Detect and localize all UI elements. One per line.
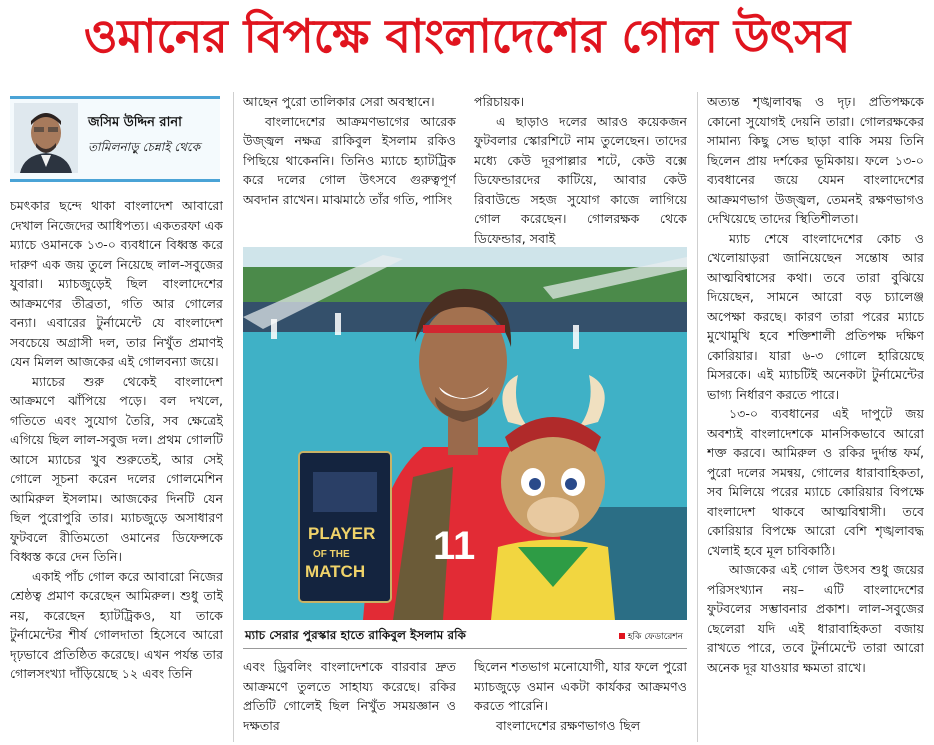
column-rule xyxy=(233,92,234,742)
column-3-paragraph: এ ছাড়াও দলের আরও কয়েকজন ফুটবলার স্কোরশিটে নাম তুলেছেন। তাদের মধ্যে কেউ দূরপাল্লার শটে, কেউ বক্সে ডিফেন্ডারদের কাটিয়ে, আবার কেউ রিবাউন্ডে সহজ সুযোগ কাজে লাগিয়ে গোল করেছেন। গোলরক্ষক থেকে ডিফেন্ডার, সবাই xyxy=(474,113,687,246)
column-4 xyxy=(707,92,924,745)
column-2-paragraph: এবং ড্রিবলিং বাংলাদেশকে বারবার দ্রুত আক্রমণে তুলতে সাহায্য করেছে। রকির প্রতিটি গোলেই ছিল নিখুঁত সময়জ্ঞান ও দক্ষতার xyxy=(243,659,456,733)
column-3-bottom xyxy=(474,657,687,745)
caption-text: ম্যাচ সেরার পুরস্কার হাতে রাকিবুল ইসলাম রকি xyxy=(245,628,466,642)
plaque-text: PLAYER xyxy=(308,524,376,543)
byline-box xyxy=(10,96,220,182)
column-4-paragraph: ম্যাচ শেষে বাংলাদেশের কোচ ও খেলোয়াড়রা জানিয়েছেন সন্তোষ আর আত্মবিশ্বাসের কথা। তবে তারা বুঝিয়ে দিয়েছেন, সামনে আরো বড় চ্যালেঞ্জ অপেক্ষা করছে। কারণ তারা পরের ম্যাচে মুখোমুখি হবে শক্তিশালী প্রতিপক্ষ দক্ষিণ কোরিয়ার। যারা ৬-৩ গোলে হারিয়েছে মিসরকে। এই ম্যাচটিই অনেকটা টুর্নামেন্টের ভাগ্য নির্ধারণ করতে পারে। xyxy=(707,230,924,402)
column-3-paragraph: বাংলাদেশের রক্ষণভাগও ছিল xyxy=(496,717,641,733)
column-2-bottom xyxy=(243,657,456,745)
plaque-text: OF THE xyxy=(313,549,350,560)
jersey-number: 11 xyxy=(433,524,476,568)
plaque-text: MATCH xyxy=(305,562,366,581)
author-avatar xyxy=(14,103,78,173)
column-4-paragraph: ১৩-০ ব্যবধানের এই দাপুটে জয় অবশ্যই বাংলাদেশকে মানসিকভাবে আরো শক্ত করবে। আমিরুল ও রকির দুর্দান্ত ফর্ম, পুরো দলের সমন্বয়, গোলের ধারাবাহিকতা, সব মিলিয়ে পরের ম্যাচে কোরিয়ার বিপক্ষে বাংলাদেশ থাকবে আত্মবিশ্বাসী। তবে কোরিয়ার বিপক্ষে আরো বেশি শৃঙ্খলাবদ্ধ খেলাই হবে মূল চাবিকাঠি। xyxy=(707,406,924,558)
credit-text: হকি ফেডারেশন xyxy=(627,632,683,642)
column-1 xyxy=(10,196,223,745)
column-3-top xyxy=(474,92,687,248)
column-2-paragraph: বাংলাদেশের আক্রমণভাগের আরেক উজ্জ্বল নক্ষত্র রাকিবুল ইসলাম রকিও পিছিয়ে থাকেননি। তিনিও ম্যাচে হ্যাটট্রিক করে দলের গোল উৎসবে গুরুত্বপূর্ণ অবদান রাখেন। মাঝমাঠে তাঁর গতি, পাসিং xyxy=(243,113,456,207)
credit-square-icon xyxy=(619,633,625,639)
column-3-paragraph: ছিলেন শতভাগ মনোযোগী, যার ফলে পুরো ম্যাচজুড়ে ওমান একটা কার্যকর আক্রমণও করতে পারেনি। xyxy=(474,659,687,713)
author-location: তামিলনাড়ু চেন্নাই থেকে xyxy=(88,140,201,154)
player-photo xyxy=(243,247,687,620)
photo-caption xyxy=(243,622,687,649)
column-2-paragraph: আছেন পুরো তালিকার সেরা অবস্থানে। xyxy=(243,94,435,109)
caption-credit xyxy=(619,629,683,644)
column-1-paragraph: ম্যাচের শুরু থেকেই বাংলাদেশ আক্রমণে ঝাঁপিয়ে পড়ে। বল দখলে, গতিতে এবং সুযোগ তৈরি, সব ক্ষেত্রেই এগিয়ে ছিল লাল-সবুজ দল। প্রথম গোলটি আসে ম্যাচের খুব শুরুতেই, আর সেই গোলে সূচনা করেন দলের গোলমেশিন আমিরুল ইসলাম। আজকের দিনটি যেন ছিল পুরোপুরি তার। ম্যাচজুড়ে অসাধারণ ফুটবলে রীতিমতো ওমানের ডিফেন্সকে বিধ্বস্ত করে দেন তিনি। xyxy=(10,373,223,564)
headline: ওমানের বিপক্ষে বাংলাদেশের গোল উৎসব xyxy=(83,9,851,63)
column-1-paragraph: চমৎকার ছন্দে থাকা বাংলাদেশ আবারো দেখাল নিজেদের আধিপত্য। একতরফা এক ম্যাচে ওমানকে ১৩-০ ব্যবধানে বিধ্বস্ত করে দারুণ এক জয় তুলে নিয়েছে লাল-সবুজের যুবারা। ম্যাচজুড়েই ছিল বাংলাদেশের আক্রমণের তীব্রতা, গতি আর গোলের বন্যা। এবারের টুর্নামেন্টে যে বাংলাদেশ সবচেয়ে অগ্রাসী দল, তার নিখুঁত প্রমাণই যেন মিলল আজকের এই গোলবন্যা জয়ে। xyxy=(10,198,223,369)
column-rule xyxy=(697,92,698,742)
column-1-paragraph: একাই পাঁচ গোল করে আবারো নিজের শ্রেষ্ঠত্ব প্রমাণ করেছেন আমিরুল। শুধু তাই নয়, করেছেন হ্যাটট্রিকও, যা তাকে টুর্নামেন্টের শীর্ষ গোলদাতা হিসেবে আরো দৃঢ়ভাবে প্রতিষ্ঠিত করেছে। এখন পর্যন্ত তার গোলসংখ্যা দাঁড়িয়েছে ১২ এবং তিনি xyxy=(10,568,223,681)
column-4-paragraph: আজকের এই গোল উৎসব শুধু জয়ের পরিসংখ্যান নয়– এটি বাংলাদেশের ফুটবলের সম্ভাবনার প্রকাশ। লাল-সবুজের ছেলেরা যদি এই ধারাবাহিকতা বজায় রাখতে পারে, তবে টুর্নামেন্টে তারা আরো অনেক দূর যাওয়ার ক্ষমতা রাখে। xyxy=(707,562,924,675)
column-3-paragraph: পরিচায়ক। xyxy=(474,94,525,109)
column-2-top xyxy=(243,92,456,248)
column-4-paragraph: অত্যন্ত শৃঙ্খলাবদ্ধ ও দৃঢ়। প্রতিপক্ষকে কোনো সুযোগই দেয়নি তারা। গোলরক্ষকের সামান্য কিছু সেভ ছাড়া বাকি সময় তিনি ছিলেন প্রায় দর্শকের ভূমিকায়। ফলে ১৩-০ ব্যবধানের জয়ে যেমন বাংলাদেশের আক্রমণভাগ উজ্জ্বল, তেমনই রক্ষণভাগও দেখিয়েছে তাদের স্থিতিশীলতা। xyxy=(707,94,924,226)
author-name: জসিম উদ্দিন রানা xyxy=(88,115,182,130)
